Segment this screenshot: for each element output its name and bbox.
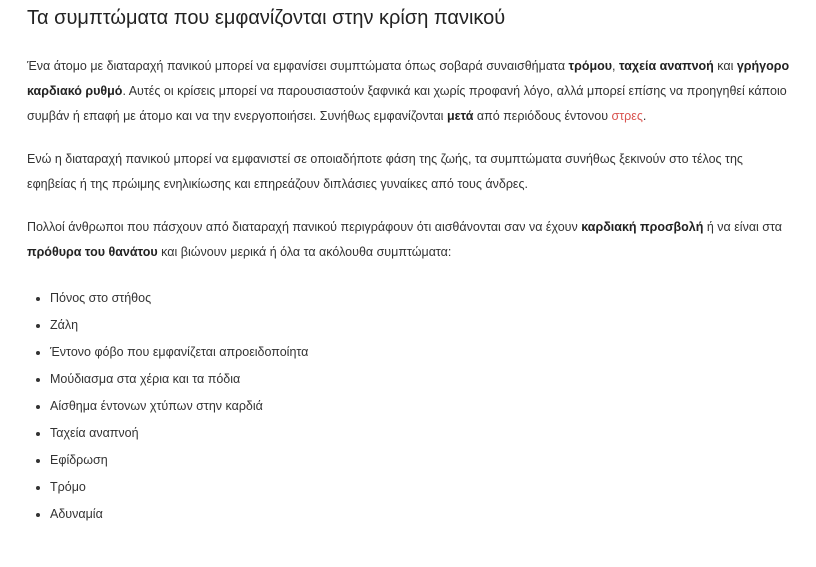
bold-term: μετά [446, 109, 474, 123]
bold-term: ταχεία αναπνοή [619, 59, 714, 73]
text: από περιόδους έντονου [473, 109, 612, 123]
bold-term: τρόμου [568, 59, 613, 73]
text: ή να είναι στα [703, 220, 783, 234]
list-item: • Αίσθημα έντονων χτύπων στην καρδιά [50, 393, 790, 420]
list-item: • Τρόμο [50, 474, 790, 501]
article-title: Τα συμπτώματα που εμφανίζονται στην κρίση πανικού [27, 7, 506, 29]
text: . Αυτές οι κρίσεις μπορεί να παρουσιαστούν ξαφνικά και χωρίς προφανή λόγο, αλλά μπορεί επίσης να προηγηθεί κάποιο συμβάν ή επαφή με άτομο και να την ενεργοποιήσει. Συνήθως εμφανίζονται [27, 84, 787, 123]
list-item: • Αδυναμία [50, 501, 790, 528]
symptoms-list [27, 285, 790, 528]
text: Πολλοί άνθρωποι που πάσχουν από διαταραχή πανικού περιγράφουν ότι αισθάνονται σαν να έχουν [27, 220, 582, 234]
text: . [642, 109, 647, 123]
list-item: • Ζάλη [50, 312, 790, 339]
list-item: • Εφίδρωση [50, 447, 790, 474]
list-item: • Ταχεία αναπνοή [50, 420, 790, 447]
text: και βιώνουν μερικά ή όλα τα ακόλουθα συμπτώματα: [157, 245, 452, 259]
paragraph-intro [27, 54, 790, 129]
paragraph-description [27, 215, 790, 265]
paragraph-onset: Ενώ η διαταραχή πανικού μπορεί να εμφανιστεί σε οποιαδήποτε φάση της ζωής, τα συμπτώματα συνήθως ξεκινούν στο τέλος της εφηβείας ή της πρώιμης ενηλικίωσης και επηρεάζουν διπλάσιες γυναίκες από τους άνδρες. [27, 152, 743, 191]
list-item: • Πόνος στο στήθος [50, 285, 790, 312]
text: , [612, 59, 619, 73]
stress-link[interactable]: στρες [611, 109, 643, 123]
bold-term: καρδιακή προσβολή [581, 220, 704, 234]
text: και [713, 59, 737, 73]
list-item: • Μούδιασμα στα χέρια και τα πόδια [50, 366, 790, 393]
bold-term: γρήγορο καρδιακό ρυθμό [27, 59, 790, 98]
list-item: • Έντονο φόβο που εμφανίζεται απροειδοποίητα [50, 339, 790, 366]
text: Ένα άτομο με διαταραχή πανικού μπορεί να εμφανίσει συμπτώματα όπως σοβαρά συναισθήματα [27, 59, 569, 73]
bold-term: πρόθυρα του θανάτου [27, 245, 158, 259]
